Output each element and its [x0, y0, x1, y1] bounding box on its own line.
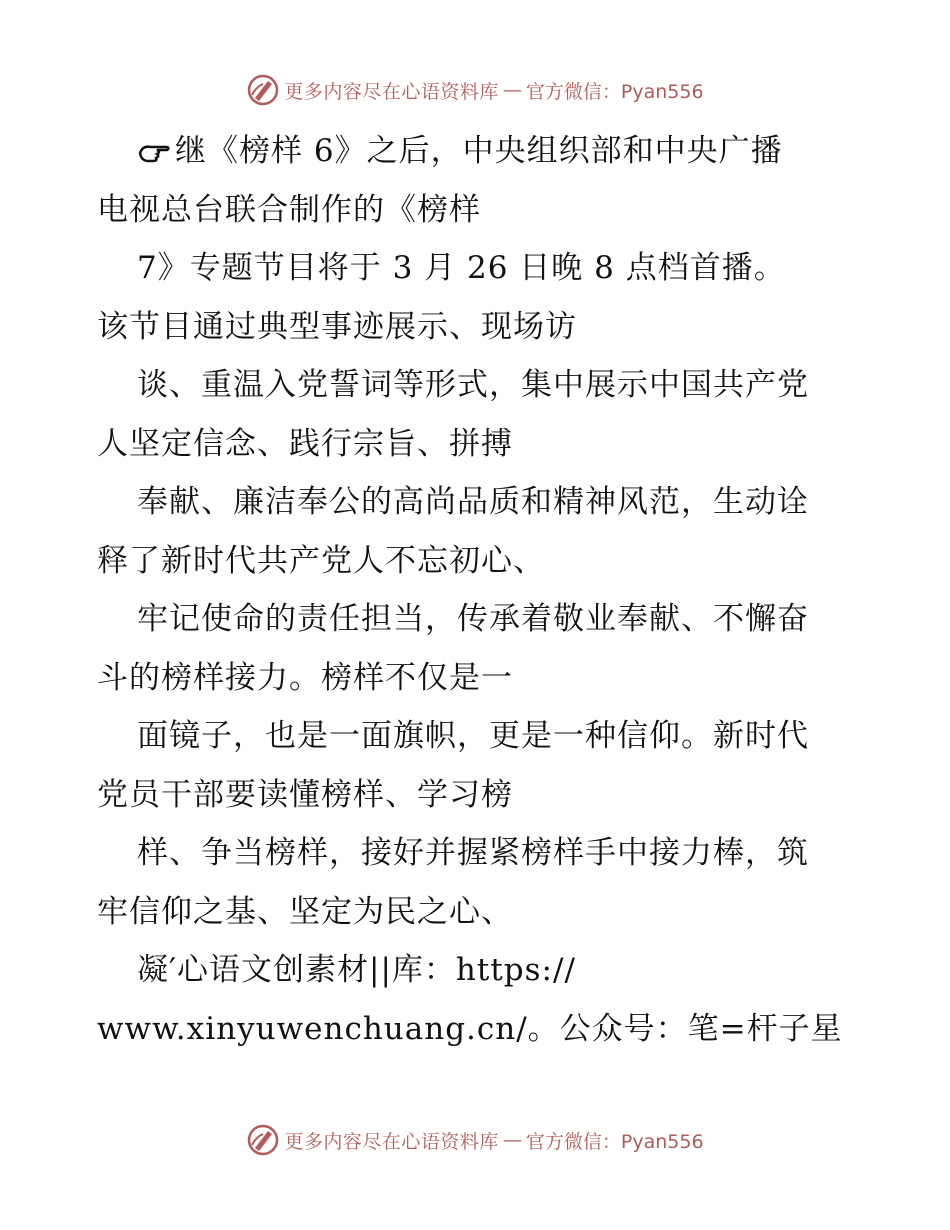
text-line: 继《榜样 6》之后，中央组织部和中央广播 — [97, 122, 877, 181]
banner-text: 更多内容尽在心语资料库 — [284, 1130, 499, 1153]
text-line: 人坚定信念、践行宗旨、拼搏 — [97, 425, 513, 462]
text-line: 7》专题节目将于 3 月 26 日晚 8 点档首播。 — [137, 250, 786, 286]
text-line: 释了新时代共产党人不忘初心、 — [97, 542, 545, 579]
pen-logo-icon — [246, 1123, 280, 1157]
text-line: www.xinyuwenchuang.cn/。公众号：笔=杆子星 — [97, 1010, 843, 1047]
text-line: 谈、重温入党誓词等形式，集中展示中国共产党 — [137, 367, 809, 403]
text-line: 奉献、廉洁奉公的高尚品质和精神风范，生动诠 — [137, 484, 809, 520]
text-line: 牢信仰之基、坚定为民之心、 — [97, 893, 513, 930]
pen-logo-icon — [246, 73, 280, 107]
text-line: 电视总台联合制作的《榜样 — [97, 191, 481, 228]
text-line: 样、争当榜样，接好并握紧榜样手中接力棒，筑 — [137, 835, 809, 871]
banner-wechat: 官方微信：Pyan556 — [525, 1130, 704, 1153]
pointing-hand-icon — [137, 135, 173, 165]
banner-dash: — — [502, 1129, 522, 1151]
banner-wechat: 官方微信：Pyan556 — [525, 80, 704, 103]
document-body — [97, 122, 877, 1058]
banner-dash: — — [502, 79, 522, 101]
footer-banner — [0, 1120, 950, 1160]
text-line: 面镜子，也是一面旗帜，更是一种信仰。新时代 — [137, 718, 809, 754]
header-banner — [0, 70, 950, 110]
text-line: 斗的榜样接力。榜样不仅是一 — [97, 659, 513, 696]
text-line: 党员干部要读懂榜样、学习榜 — [97, 776, 513, 813]
text-line: 凝′心语文创素材||库：https:// — [137, 952, 576, 988]
text-line: 牢记使命的责任担当，传承着敬业奉献、不懈奋 — [137, 601, 809, 637]
text-line: 该节目通过典型事迹展示、现场访 — [97, 308, 577, 345]
banner-text: 更多内容尽在心语资料库 — [284, 80, 499, 103]
